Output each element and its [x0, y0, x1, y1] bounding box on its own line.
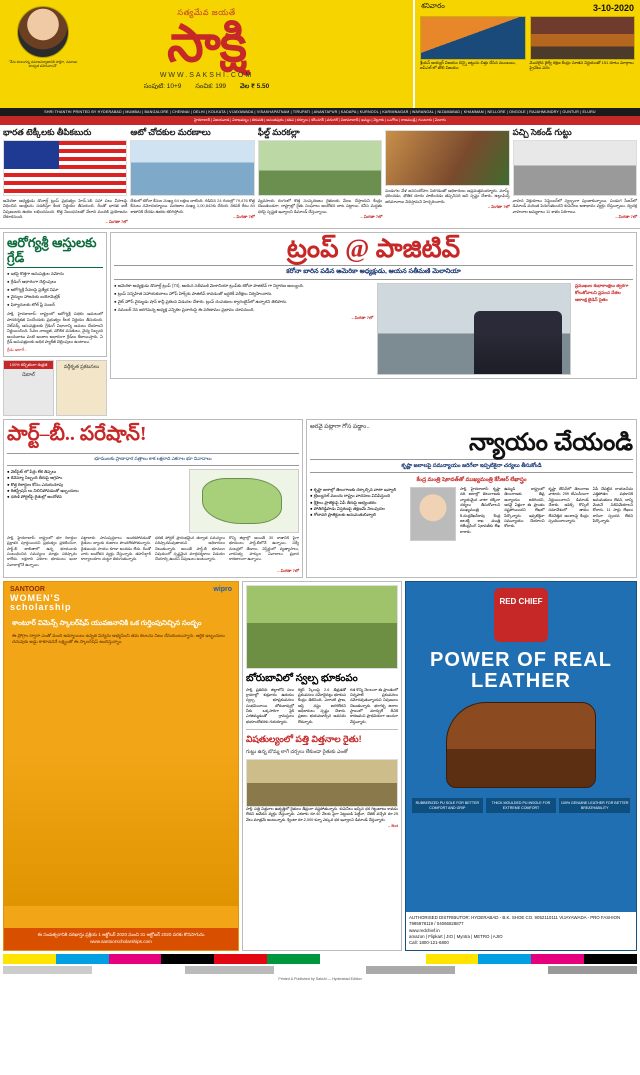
color-swatch-white [320, 954, 373, 964]
partb-point: ● ధరణి పోర్టల్‌పై రైతుల్లో ఆందోళన [7, 494, 62, 500]
borewell-body-col: సాక్షి, ప్రతినిధి: జిల్లాలోని పలు గ్రామాల్లో శుక్రవారం ఉదయం స్వల్ప భూప్రకంపనలు సంభవించాయి. బోరుబావుల్లో నీరు ఒక్కసారిగా పైకి ఎగజిమ్మడంతో గ్రామస్తులు భయాందోళనకు గురయ్యారు. [246, 687, 294, 724]
registration-color-bar [3, 954, 637, 964]
nyayam-point: ● పోతిరెడ్డిపాడు విస్తరణపై తక్షణమే నిలుపుదల [310, 506, 385, 512]
nyayam-subheadline-2: కేంద్ర మంత్రి షెకావత్‌తో ముఖ్యమంత్రి కేసీఆర్ లేఖాస్త్రం [416, 477, 527, 484]
top-news-headline: ఆటో చోదకుల మరణాలు [130, 127, 211, 137]
santoor-ad-footer: ఈ సంవత్సరానికి దరఖాస్తు ప్రక్రియ 1 అక్టోబర్ 2020 నుంచి 31 అక్టోబర్ 2020 వరకు కొనసాగును www.santoorscholarships.com [4, 928, 238, 950]
top-news-more[interactable]: – మిగతా 7లో [615, 213, 638, 219]
nyayam-body [460, 487, 633, 541]
editor-block [6, 6, 80, 69]
partb-story[interactable] [3, 419, 303, 578]
santoor-ad-quote: శాంటూర్ విమెన్స్ స్కాలర్‌షిప్‌ యువజనానికి ఒక గుర్తింపునిచ్చిన సంద్భం [12, 620, 202, 628]
top-news-more[interactable]: – మిగతా 7లో [233, 213, 255, 219]
partb-more[interactable]: – మిగతా 7లో [277, 567, 299, 573]
cotton-field-image [246, 759, 398, 807]
partb-point: ● రెవెన్యూ సిబ్బంది తీరుపై ఆగ్రహం [7, 475, 63, 481]
cotton-body [246, 807, 398, 823]
masthead [0, 0, 640, 108]
masthead-day: శనివారం [421, 3, 445, 10]
grey-swatch [185, 966, 274, 974]
color-swatch-magenta [109, 954, 162, 964]
top-news-body: వ్యవసాయ రంగంలో కొత్త సంస్కరణలు రైతులకు మేలు చేస్తాయని కేంద్రం చెబుతుండగా, రాష్ట్రాల్లో రైతు సంఘాలు ఆందోళన బాట పట్టాయి. కనీస మద్దతు ధరపై స్పష్టత ఇవ్వాలని డిమాండ్ చేస్తున్నాయి. [257, 197, 383, 214]
nyayam-body-col: సాక్షి, హైదరాబాద్: కృష్ణా నది జలాల్లో తెలంగాణకు న్యాయమైన వాటా దక్కేలా చర్యలు తీసుకోవాలని ముఖ్యమంత్రి కె.చంద్రశేఖర్‌రావు కేంద్ర జలశక్తి శాఖ మంత్రి గజేంద్రసింగ్ షెకావత్‌కు లేఖ రాశారు. [460, 487, 501, 534]
top-news-headline: ఫీల్డ్ మరకల్లా [257, 127, 300, 137]
wipro-logo: wipro [213, 585, 232, 593]
health-story[interactable] [3, 232, 107, 357]
masthead-meta [0, 83, 413, 92]
partb-body [7, 536, 299, 568]
top-news-more[interactable]: – మిగతా 7లో [105, 219, 128, 225]
top-news-item[interactable] [513, 128, 637, 225]
trump-point: ● అమెరికా అధ్యక్షుడు డొనాల్డ్ ట్రంప్ (74), ఆయన సతీమణి మెలానియా ట్రంప్‌కు కరోనా పాజిటివ్ గా నిర్ధారణ అయ్యింది. [114, 283, 304, 289]
masthead-right [415, 0, 640, 108]
trump-point: ● ట్రంప్ సన్నిహిత సహాయకురాలు హోప్ హిక్స్‌కు పాజిటివ్ రావడంతో ఇద్దరికీ పరీక్షలు నిర్వహించారు. [114, 291, 273, 297]
partb-top-row [7, 469, 299, 533]
red-chief-shoes-ad[interactable] [405, 581, 637, 951]
masthead-left [0, 0, 415, 108]
cricket-thumb[interactable] [420, 16, 526, 71]
grey-swatch [548, 966, 637, 974]
partb-body-col: కొన్ని జిల్లాల్లో అయితే 30 శాతానికి పైగా భూములు పార్ట్-బీలోనే ఉన్నాయి. సర్వే నంబర్లలో తేడాలు, విస్తీర్ణంలో వ్యత్యాసాలు, వారసత్వ హక్కుల వివాదాలు ప్రధాన కారణాలుగా ఉన్నాయి. [229, 535, 299, 562]
trump-point: ● నవంబర్ 3న జరగనున్న అధ్యక్ష ఎన్నికల ప్రచారంపై ఈ పరిణామం ప్రభావం చూపనుంది. [114, 306, 255, 312]
santoor-ad-body: ఈ ప్రోగ్రాం ద్వారా ఎంతో మంది అమ్మాయిలు ఉన్నత విద్యను అభ్యసించి తమ కలలను నిజం చేసుకుంటున్నారు. ఆర్థిక ఇబ్బందులు చదువుకు అడ్డు కాకూడదనే లక్ష్యంతో ఈ స్కాలర్‌షిప్ అందిస్తున్నాం. [12, 632, 225, 645]
cotton-more[interactable]: – Bot [388, 822, 398, 828]
nyayam-content-row [310, 487, 633, 541]
cricket-thumb-image [420, 16, 526, 60]
main-upper [0, 229, 640, 419]
red-chief-call: Call: 1800-121-6800 [409, 940, 449, 946]
story-divider [246, 729, 398, 730]
usa-flag-image [3, 140, 127, 196]
covid-lab-image [130, 140, 254, 196]
small-ads-row [3, 360, 107, 416]
page-footnote: Printed & Published by Sakshi — Hyderabad Edition [278, 976, 362, 981]
grey-swatch [457, 966, 546, 974]
trump-more[interactable]: – మిగతా 7లో [351, 314, 374, 320]
health-bullets [7, 271, 103, 308]
nyayam-kicker: అరవై పట్లాగా గోస పడ్డాం.. [310, 423, 370, 430]
nyayam-headline: న్యాయం చేయండి [469, 429, 633, 456]
top-news-item[interactable] [258, 128, 382, 225]
color-swatch-yellow-2 [426, 954, 479, 964]
grey-swatch [3, 966, 92, 974]
badge-leather: 100% GENUINE LEATHER FOR BETTER BREATHABILITY [559, 798, 630, 813]
main-middle [0, 419, 640, 581]
santoor-womens-scholarship-ad[interactable] [3, 581, 239, 951]
editor-quote: "నేను కలలుగన్న సమాజనిర్మాణానికి సాక్షిగా, సమాజం బాధ్యత వహించాలనే" [8, 60, 78, 69]
borewell-headline: బోరుబావిలో స్వల్ప భూకంపం [246, 672, 358, 684]
masthead-tagline: సత్యమేవ జయతే [177, 8, 236, 17]
color-swatch-yellow [3, 954, 56, 964]
cotton-subheadline: గుట్టు ఉన్న బొమ్మ లాగే చర్చలు లేకుండా రైతుకు ఎంతో [246, 749, 348, 756]
health-byline: గ్రేడు ఇలాగే... [7, 346, 28, 352]
classified-ad[interactable] [56, 360, 107, 416]
shoe-image [446, 702, 596, 788]
santoor-logo [10, 586, 72, 613]
red-chief-badges [406, 798, 636, 813]
top-news-item[interactable] [130, 128, 254, 225]
nyayam-story[interactable] [306, 419, 637, 578]
partb-body-col: పట్టాదారు పాసుపుస్తకాలు అందకపోవడంతో రైతులు బ్యాంకు రుణాలు పొందలేకపోతున్నారు. రైతుబంధు సాయం కూడా అందడం లేదు. దీంతో వారు ఆందోళన వ్యక్తం చేస్తున్నారు. తహసీల్దార్ కార్యాలయాల చుట్టూ తిరుగుతున్నారు. [81, 535, 151, 562]
trump-headline: ట్రంప్ @ పాజిటివ్ [286, 234, 461, 264]
color-swatch-green [267, 954, 320, 964]
color-swatch-magenta-2 [531, 954, 584, 964]
kcr-photo [410, 487, 456, 541]
trump-points [114, 283, 373, 375]
mid-bottom-stories[interactable] [242, 581, 402, 951]
top-news-item[interactable] [385, 128, 509, 225]
editor-photo-icon [17, 6, 69, 58]
trump-point: ● వైట్ హౌస్ వైద్యుడు షాన్ కాన్లీ ప్రకటన విడుదల చేశారు. ట్రంప్ దంపతులు క్వారంటైన్‌లో ఉన్నారని తెలిపారు. [114, 298, 288, 304]
santoor-brand: SANTOOR [10, 585, 45, 593]
trump-column [110, 232, 637, 416]
nyayam-point: ● కృష్ణా జలాల్లో తెలంగాణకు దక్కాల్సిన వాటా ఇవ్వాలి [310, 487, 397, 493]
top-news-body: అమెరికా అధ్యక్షుడు డొనాల్డ్ ట్రంప్ ప్రభుత్వం హెచ్-1బి సహా పలు వీసాలపై విధించిన ఆంక్షలను సడలిస్తూ కీలక నిర్ణయం తీసుకుంది. దీంతో భారత ఐటీ నిపుణులకు ఊరట లభించనుంది. కొత్త నిబంధనలతో వేలాది మందికి ప్రయోజనం చేకూరనుంది. [3, 197, 128, 219]
masthead-date: 3-10-2020 [592, 3, 634, 13]
crowd-rally-image [385, 130, 509, 186]
santoor-ad-header [4, 582, 238, 617]
partb-subheadline: భూములకు ప్రాణాధార పత్రాలు కాక లక్షలాది ఎకరాల భూ వివాదాలు [7, 453, 299, 466]
health-bullet: ● గ్రేడింగ్ ఆధారంగా చెల్లింపులు [7, 278, 57, 284]
grey-registration-bar [3, 966, 637, 974]
red-chief-distributor: AUTHORISED DISTRIBUTOR: HYDERABAD - B.K. SHOE CO. 9052110111 VIJAYAWADA - PRO FASHION 7995978119 / 04066828877 [409, 914, 621, 927]
nyayam-point: ● శ్రీశైలం ప్రాజెక్టుపై ఏపీ తీరుపై అభ్యంతరం [310, 499, 377, 505]
edition-strip-english: SHRI THANTHI PRINTED BY HYDERABAD | MUMBAI | BANGALORE | CHENNAI | DELHI | KOLKATA | VIJAYAWADA | VISAKHAPATNAM | TIRUPATI | ANANTAPUR | KADAPA | KURNOOL | KARIMNAGAR | WARANGAL | NIZAMABAD | KHAMMAM | NELLORE | ONGOLE | RAJAHMUNDRY | GUNTUR | ELURU [0, 108, 640, 116]
cotton-body-col: సాక్షి: పత్తి విత్తనాల ఉత్పత్తిలో రైతులు తీవ్రంగా నష్టపోతున్నారు. కంపెనీలు ఇచ్చిన ధర గిట్టుబాటు కావడం లేదని ఆవేదన వ్యక్తం చేస్తున్నారు. ఎకరాకు రూ.40 వేలకు పైగా పెట్టుబడి పెట్టినా, చేతికి వచ్చేది రూ.25 వేలు మాత్రమే అంటున్నారు. క్వింటా రూ.2,000 కన్నా ఎక్కువ ధర ఇవ్వాలని డిమాండ్ చేస్తున్నారు. [246, 807, 398, 822]
car-auto-image [513, 140, 637, 196]
health-bullet: ● వైద్యుల హాజరుకు బయోమెట్రిక్ [7, 294, 60, 300]
borewell-body-col: గత కొన్ని నెలలుగా ఈ ప్రాంతంలో చిన్నపాటి ప్రకంపనలు నమోదవుతున్నాయని నిపుణులు చెబుతున్నారు. భూగర్భ జలాల స్థాయిలో మార్పులే దీనికి కారణమని ప్రాథమికంగా అంచనా వేస్తున్నారు. [350, 687, 398, 724]
partb-headline: పార్ట్–బీ.. పరేషాన్! [7, 422, 147, 445]
trump-content-row [114, 283, 633, 375]
masthead-thumbnails [415, 13, 640, 71]
nyayam-body-col: కృష్ణా బేసిన్‌లో తెలంగాణ వాటాను 299 టీఎంసీలుగా నిర్ణయించాలని డిమాండ్ చేశారు. అపెక్స్ కౌన్సిల్ సమావేశంలో తాము లేవనెత్తిన అంశాలపై కేంద్రం స్పందించాలన్నారు. [548, 487, 589, 524]
health-bullet: ● ఇకపై కొత్తగా ఆసుపత్రుల నమోదు [7, 270, 64, 276]
top-news-headline: భారత టెక్కీలకు తీపికబురు [3, 127, 92, 137]
trump-subheadline: కరోనా బారిన పడిన అమెరికా అధ్యక్షుడు, ఆయన సతీమణి మెలానియా [114, 265, 633, 280]
left-column [3, 232, 107, 416]
borewell-body [246, 688, 398, 725]
trump-sidebar-note: ప్రముఖుల శుభాకాంక్షలు త్వరగా కోలుకోవాలని ప్రపంచ నేతల ఆకాంక్ష బైడెన్ సైతం [575, 283, 629, 302]
grey-swatch [94, 966, 183, 974]
red-chief-site[interactable]: www.redchief.in [409, 927, 440, 933]
nyayam-points [310, 487, 406, 541]
top-news-body: దేశంలో కరోనా కేసుల సంఖ్య 64 లక్షలు దాటింది. గడిచిన 24 గంటల్లో 79,476 కొత్త కేసులు నమోదయ్యాయి. మరణాల సంఖ్య 1,00,842కు చేరింది. రికవరీ రేటు 84 శాతానికి చేరడం ఊరట కలిగిస్తోంది. [130, 197, 255, 214]
santoor-brand-sub2: scholarship [10, 602, 72, 613]
health-body: సాక్షి, హైదరాబాద్: రాష్ట్రంలో ఆరోగ్యశ్రీ పథకం అమలులో పారదర్శకత పెంచేందుకు ప్రభుత్వం కీలక నిర్ణయం తీసుకుంది. నెట్‌వర్క్ ఆసుపత్రులకు గ్రేడింగ్ విధానాన్ని అమలు చేయాలని నిర్ణయించింది. సేవల నాణ్యత, మౌలిక వసతులు, వైద్య సిబ్బంది అందుబాటు వంటి అంశాల ఆధారంగా గ్రేడ్‌లు కేటాయిస్తారు. ఏ గ్రేడ్ ఆసుపత్రులకు అధిక ప్యాకేజీ చెల్లింపులు ఉంటాయి. [7, 311, 103, 345]
top-news-item[interactable] [3, 128, 127, 225]
railway-thumb-image [530, 16, 636, 60]
railway-thumb-caption: మొదలైన రైల్వే రక్షణ కేంద్రం నూతన నిర్ణయంతో 151 రూటు మార్గాలు ప్రైవేటు పరం [529, 60, 634, 70]
top-news-body: వాహన విక్రయాలు సెప్టెంబర్‌లో స్వల్పంగా పుంజుకున్నాయి. పండుగ సీజన్‌లో డిమాండ్ మరింత పెరుగుతుందని కంపెనీలు ఆశాభావం వ్యక్తం చేస్తున్నాయి. ద్విచక్ర వాహనాల అమ్మకాలు 11 శాతం పెరిగాయి. [512, 197, 638, 214]
nyayam-point: ● ట్రిబ్యునల్ ముందు రాష్ట్రం వాదనలు వినిపిస్తుంది [310, 493, 391, 499]
trump-story[interactable] [110, 232, 637, 379]
red-chief-ad-title: POWER OF REAL LEATHER [430, 648, 612, 692]
health-headline: ఆరోగ్యశ్రీ ఆస్తులకు గ్రేడ్ [7, 236, 103, 268]
red-chief-logo-text: RED CHIEF [499, 596, 543, 606]
nyayam-body-col: ఏపీ చేపట్టిన రాయలసీమ ఎత్తిపోతల పథకానికి అనుమతులు లేవని, దాన్ని వెంటనే నిలిపివేయాలని కోరారు. 11 సార్లు లేఖలు రాసినా స్పందన లేదని పేర్కొన్నారు. [592, 487, 633, 524]
dettol-ad-note: 100% కచ్చితంగా శుభ్రత [4, 361, 53, 369]
top-news-row [0, 125, 640, 229]
partb-points [7, 469, 185, 533]
top-news-more[interactable]: – మిగతా 7లో [487, 204, 510, 210]
village-borewell-image [246, 585, 398, 669]
color-swatch-red [214, 954, 267, 964]
partb-point: ● రిజిస్ట్రేషన్ లు నిలిచిపోవడంతో ఇబ్బందులు [7, 487, 79, 493]
cricket-thumb-caption: శ్రేయస్ అయ్యర్ విజయం చెన్నై జట్టును చిత్తు చేసిన ముంబయి, ఐపీఎల్ లో తొలి విజయం [420, 60, 516, 70]
graduates-photo [4, 736, 238, 906]
badge-insole: THICK MOULDED PU INSOLE FOR EXTREME COMFORT [486, 798, 557, 813]
color-swatch-black-2 [584, 954, 637, 964]
health-bullet: ● ఫిర్యాదులకు టోల్ ఫ్రీ నంబర్ [7, 302, 55, 308]
telangana-map-image [189, 469, 299, 533]
masthead-issue: సంచిక: 199 [195, 83, 227, 90]
masthead-price: వెల ₹ 5.50 [240, 83, 270, 90]
red-chief-logo [494, 588, 548, 642]
partb-body-col: ధరణి పోర్టల్ ప్రారంభమైన తర్వాత సమస్యలు పరిష్కారమవుతాయని అధికారులు చెబుతున్నారు. అయితే పార్ట్-బీ భూముల విషయంలో స్పష్టమైన మార్గదర్శకాలు విడుదల చేయాల్సి ఉందని నిపుణులు అంటున్నారు. [155, 535, 225, 562]
nyayam-point: ● గోదావరి ప్రాజెక్టులకు అనుమతులివ్వాలి [310, 512, 376, 518]
grey-swatch [366, 966, 455, 974]
top-news-headline: పచ్చి సెకండ్ గుట్టు [512, 127, 572, 137]
masthead-logo: సాక్షి [167, 16, 246, 73]
field-worker-image [258, 140, 382, 196]
badge-sole: RUBBERIZED PU SOLE FOR BETTER COMFORT AND GRIP [412, 798, 483, 813]
top-news-body: పండుగల వేళ జనసందోహం పెరగడంతో అధికారులు అప్రమత్తమయ్యారు. మాస్క్ ధరించడం, భౌతిక దూరం పాటించడం తప్పనిసరి అని స్పష్టం చేశారు. ఉల్లంఘిస్తే జరిమానాలు విధిస్తామని హెచ్చరించారు. [385, 188, 510, 204]
color-swatch-black [161, 954, 214, 964]
santoor-brand-sub: WOMEN'S [10, 592, 61, 603]
health-bullet: ● ఆరోగ్యశ్రీ సేవలపై ప్రత్యేక నిఘా [7, 286, 59, 292]
railway-thumb[interactable] [530, 16, 636, 71]
classified-ad-label: వర్గీకృత ప్రకటనలు [63, 363, 100, 370]
map-shape [202, 478, 282, 524]
color-swatch-blank [373, 954, 426, 964]
red-chief-footer [406, 912, 636, 950]
partb-point: ● వెబ్‌సైట్ లో పేర్లు లేక తిప్పలు [7, 468, 57, 474]
partb-body-col: సాక్షి, హైదరాబాద్: రాష్ట్రంలో భూ రికార్డుల ప్రక్షాళన పూర్తయిందని ప్రభుత్వం ప్రకటించినా, పార్ట్-బీ జాబితాలో ఉన్న భూములకు సంబంధించిన సమస్యలు మాత్రం పరిష్కారం కాలేదు. లక్షలాది ఎకరాల భూములు ఇంకా వివాదాల్లోనే ఉన్నాయి. [7, 535, 77, 567]
masthead-url: WWW.SAKSHI.COM [159, 72, 254, 79]
edition-strip-telugu: హైదరాబాద్ | విజయవాడ | విశాఖపట్నం | తిరుపతి | అనంతపురం | కడప | కర్నూలు | కరీంనగర్ | వరంగల్ | నిజామాబాద్ | ఖమ్మం | నెల్లూరు | ఒంగోలు | రాజమండ్రి | గుంటూరు | ఏలూరు [0, 116, 640, 125]
main-lower [0, 581, 640, 954]
masthead-dateline [415, 0, 640, 13]
partb-point: ● కొత్త రికార్డుల కోసం ఎదురుచూపు [7, 481, 64, 487]
masthead-volume: సంపుటి: 10+9 [143, 83, 182, 90]
dettol-ad[interactable] [3, 360, 54, 416]
top-news-more[interactable]: – మిగతా 7లో [360, 213, 383, 219]
red-chief-partners: amazon | Flipkart | JIO | Myntra | METRO | AJIO [409, 934, 503, 940]
trump-photo [377, 283, 571, 375]
borewell-body-col: రిక్టర్ స్కేలుపై 2.6 తీవ్రతతో ప్రకంపనలు నమోదైనట్లు భూకంప కేంద్రం తెలిపింది. ఎలాంటి ప్రాణ, ఆస్తి నష్టం జరగలేదని అధికారులు స్పష్టం చేశారు. ప్రజలు భయపడాల్సిన అవసరం లేదన్నారు. [298, 687, 346, 724]
color-swatch-cyan [56, 954, 109, 964]
nyayam-subheadline: కృష్ణా జలాలపై సమన్యాయం జరిగేలా ఇప్పటికైనా చర్యలు తీసుకోండి [310, 459, 633, 473]
color-swatch-cyan-2 [478, 954, 531, 964]
dettol-ad-label: డెటాల్ [22, 371, 35, 378]
nyayam-body-col: ఉమ్మడి రాష్ట్రంలో తెలంగాణకు తీవ్ర అన్యాయం జరిగిందని, అరవై ఏళ్లుగా ఈ ప్రాంతం నష్టపోయిందని లేఖలో పేర్కొన్నారు. ఇప్పటికైనా సమన్యాయం చేయాలని కోరారు. [504, 487, 545, 529]
cotton-headline: విషతుల్యంలో పత్తి విత్తనాల రైతు! [246, 734, 362, 745]
grey-swatch [276, 966, 365, 974]
